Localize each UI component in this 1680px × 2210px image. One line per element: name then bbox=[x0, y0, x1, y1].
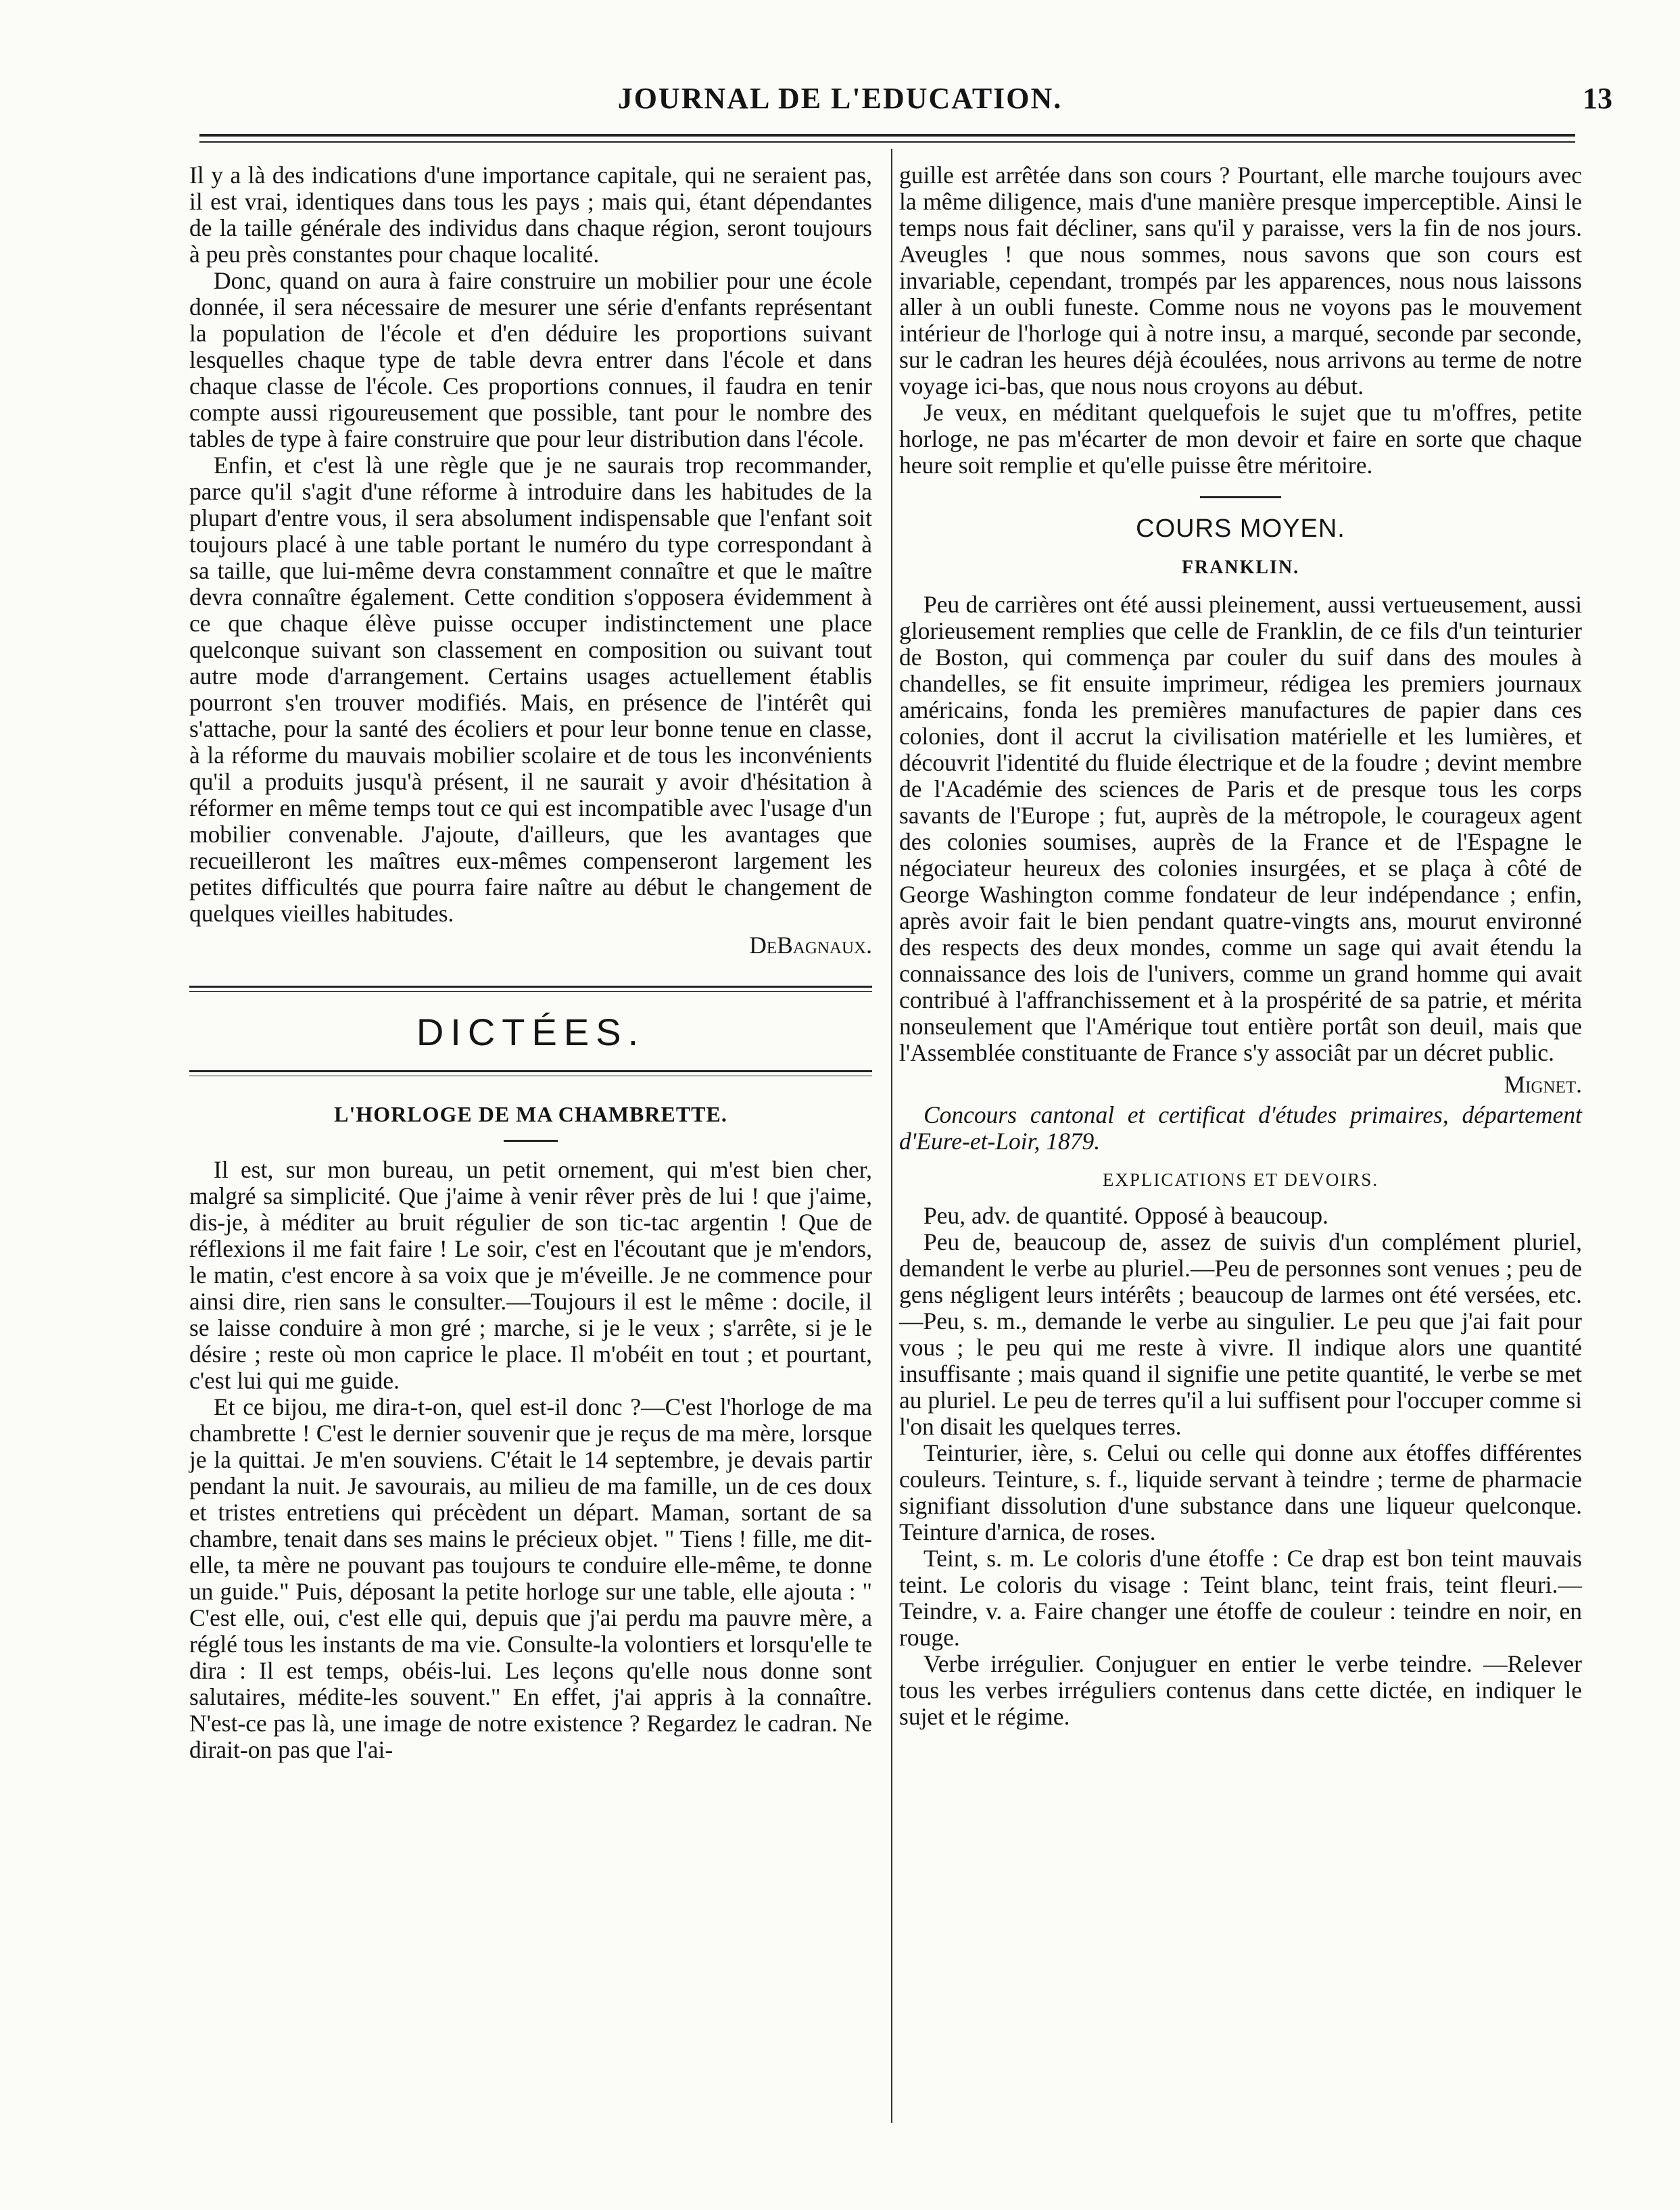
running-head bbox=[0, 81, 1680, 122]
explication-item: Peu de, beaucoup de, assez de suivis d'un complément pluriel, demandent le verbe au pluriel.—Peu de personnes sont venues ; peu de gens négligent leurs intérêts ; beaucoup de larmes ont été versées, etc.—Peu, s. m., demande le verbe au singulier. Le peu que j'ai fait pour vous ; le peu qui me reste à vivre. Il indique alors une quantité insuffisante ; mais quand il signifie une petite quantité, le verbe se met au pluriel. Le peu de terres qu'il a lui suffisent pour l'occuper comme si l'on disait les quelques terres. bbox=[899, 1228, 1582, 1440]
franklin-signature: Mignet. bbox=[1504, 1071, 1582, 1098]
column-divider bbox=[891, 149, 892, 2123]
article-paragraph: Enfin, et c'est là une règle que je ne saurais trop recommander, parce qu'il s'agit d'une réforme à introduire dans les habitudes de la plupart d'entre vous, il sera absolument indispensable que l'enfant soit toujours placé à une table portant le numéro du type correspondant à sa taille, que lui-même devra constamment connaître et que le maître devra connaître également. Cette condition s'opposera évidemment à ce que chaque élève puisse occuper indistinctement une place quelconque suivant son classement en composition ou suivant tout autre mode d'arrangement. Certains usages actuellement établis pourront s'en trouver modifiés. Mais, en présence de l'intérêt qui s'attache, pour la santé des écoliers et pour leur bonne tenue en classe, à la réforme du mauvais mobilier scolaire et de tous les inconvénients qu'il a produits jusqu'à présent, il ne saurait y avoir d'hésitation à réformer en même temps tout ce qui est incompatible avec l'usage d'un mobilier convenable. J'ajoute, d'ailleurs, que les avantages que recueilleront les maîtres eux-mêmes compenseront largement les petites difficultés que pourra faire naître au début le changement de quelques vieilles habitudes. bbox=[189, 452, 872, 927]
article-signature: DeBagnaux. bbox=[749, 932, 872, 959]
dictation-continued: guille est arrêtée dans son cours ? Pourtant, elle marche toujours avec la même diligence, mais d'une manière presque imperceptible. Ainsi le temps nous fait décliner, sans qu'il y paraisse, vers la fin de nos jours. Aveugles ! que nous sommes, nous savons que son cours est invariable, cependant, trompés par les apparences, nous nous laissons aller à un oubli funeste. Comme nous ne voyons pas le mouvement intérieur de l'horloge qui à notre insu, a marqué, seconde par seconde, sur le cadran les heures déjà écoulées, nous arrivons au terme de notre voyage ici-bas, que nous nous croyons au début. bbox=[899, 162, 1582, 400]
source-note: Concours cantonal et certificat d'études primaires, département d'Eure-et-Loir, 1879. bbox=[899, 1101, 1582, 1155]
franklin-title: FRANKLIN. bbox=[1181, 557, 1300, 578]
header-rule bbox=[199, 134, 1575, 143]
title-rule bbox=[504, 1140, 558, 1142]
page-number: 13 bbox=[1583, 82, 1612, 115]
dictation-paragraph: Il est, sur mon bureau, un petit ornement, qui m'est bien cher, malgré sa simplicité. Que j'aime à venir rêver près de lui ! que j'aime, dis-je, à méditer au bruit régulier de son tic-tac argentin ! Que de réflexions il me fait faire ! Le soir, c'est en l'écoutant que je m'endors, le matin, c'est encore à sa voix que je m'éveille. Je ne commence pour ainsi dire, rien sans le consulter.—Toujours il est le même : docile, il se laisse conduire à mon gré ; marche, si je le veux ; s'arrête, si je le désire ; reste où mon caprice le place. Il m'obéit en tout ; et pourtant, c'est lui qui me guide. bbox=[189, 1156, 872, 1394]
dictation-paragraph: Et ce bijou, me dira-t-on, quel est-il donc ?—C'est l'horloge de ma chambrette ! C'est le dernier souvenir que je reçus de ma mère, lorsque je la quittai. Je m'en souviens. C'était le 14 septembre, je devais partir pendant la nuit. Je savourais, au milieu de ma famille, un de ces doux et tristes entretiens qui précèdent un départ. Maman, sortant de sa chambre, tenait dans ses mains le précieux objet. " Tiens ! fille, me dit-elle, ta mère ne pouvant pas toujours te conduire elle-même, te donne un guide." Puis, déposant la petite horloge sur une table, elle ajouta : " C'est elle, oui, c'est elle qui, depuis que j'ai perdu ma pauvre mère, a réglé tous les instants de ma vie. Consulte-la volontiers et lorsqu'elle te dira : Il est temps, obéis-lui. Les leçons qu'elle nous donne sont salutaires, médite-les souvent." En effet, j'ai appris à la connaître. N'est-ce pas là, une image de notre existence ? Regardez le cadran. Ne dirait-on pas que l'ai- bbox=[189, 1393, 872, 1763]
article-paragraph: Il y a là des indications d'une importance capitale, qui ne seraient pas, il est vrai, identiques dans tous les pays ; mais qui, étant dépendantes de la taille générale des individus dans chaque région, seront toujours à peu près constantes pour chaque localité. bbox=[189, 162, 872, 268]
dictation-title: L'HORLOGE DE MA CHAMBRETTE. bbox=[334, 1102, 727, 1126]
section-rule-bottom bbox=[189, 1070, 872, 1076]
explications-title: EXPLICATIONS ET DEVOIRS. bbox=[1102, 1170, 1379, 1190]
franklin-paragraph: Peu de carrières ont été aussi pleinement, aussi vertueusement, aussi glorieusement remplies que celle de Franklin, de ce fils d'un teinturier de Boston, qui commença par couler du suif dans des moules à chandelles, se fit ensuite imprimeur, rédigea les premiers journaux américains, fonda les premières manufactures de papier dans ces colonies, dont il accrut la civilisation matérielle et les lumières, et découvrit l'identité du fluide électrique et de la foudre ; devint membre de l'Académie des sciences de Paris et de presque tous les corps savants de l'Europe ; fut, auprès de la métropole, le courageux agent des colonies soumises, auprès de la France et de l'Espagne le négociateur heureux des colonies insurgées, et se plaça à côté de George Washington comme fondateur de leur indépendance ; enfin, après avoir fait le bien pendant quatre-vingts ans, mourut environné des respects des deux mondes, comme un sage qui avait étendu la connaissance des lois de l'univers, comme un grand homme qui avait contribué à l'affranchissement et à la prospérité de sa patrie, et mérita nonseulement que l'Amérique tout entière portât son deuil, mais que l'Assemblée constituante de France s'y associât par un décret public. bbox=[899, 591, 1582, 1066]
explication-item: Teinturier, ière, s. Celui ou celle qui donne aux étoffes différentes couleurs. Teinture, s. f., liquide servant à teindre ; terme de pharmacie signifiant dissolution d'une substance dans une liqueur quelconque. Teinture d'arnica, de roses. bbox=[899, 1439, 1582, 1545]
separator-rule bbox=[1200, 496, 1281, 498]
journal-title: JOURNAL DE L'EDUCATION. bbox=[617, 82, 1063, 115]
dictation-paragraph: Je veux, en méditant quelquefois le sujet que tu m'offres, petite horloge, ne pas m'écarter de mon devoir et faire en sorte que chaque heure soit remplie et qu'elle puisse être méritoire. bbox=[899, 399, 1582, 479]
section-rule-top bbox=[189, 986, 872, 992]
explication-item: Peu, adv. de quantité. Opposé à beaucoup. bbox=[923, 1202, 1329, 1229]
article-paragraph: Donc, quand on aura à faire construire un mobilier pour une école donnée, il sera nécessaire de mesurer une série d'enfants représentant la population de l'école et d'en déduire les proportions suivant lesquelles chaque type de table devra entrer dans l'école et dans chaque classe de l'école. Ces proportions connues, il faudra en tenir compte aussi rigoureusement que possible, tant pour le nombre des tables de type à faire construire que pour leur distribution dans l'école. bbox=[189, 267, 872, 452]
right-column bbox=[899, 162, 1582, 1730]
explication-item: Teint, s. m. Le coloris d'une étoffe : Ce drap est bon teint mauvais teint. Le coloris du visage : Teint blanc, teint frais, teint fleuri.—Teindre, v. a. Faire changer une étoffe de couleur : teindre en noir, en rouge. bbox=[899, 1545, 1582, 1651]
explication-item: Verbe irrégulier. Conjuguer en entier le verbe teindre. —Relever tous les verbes irréguliers contenus dans cette dictée, en indiquer le sujet et le régime. bbox=[899, 1650, 1582, 1730]
section-title: DICTÉES. bbox=[416, 1011, 646, 1053]
left-column bbox=[189, 162, 872, 1763]
cours-title: COURS MOYEN. bbox=[1136, 514, 1345, 543]
